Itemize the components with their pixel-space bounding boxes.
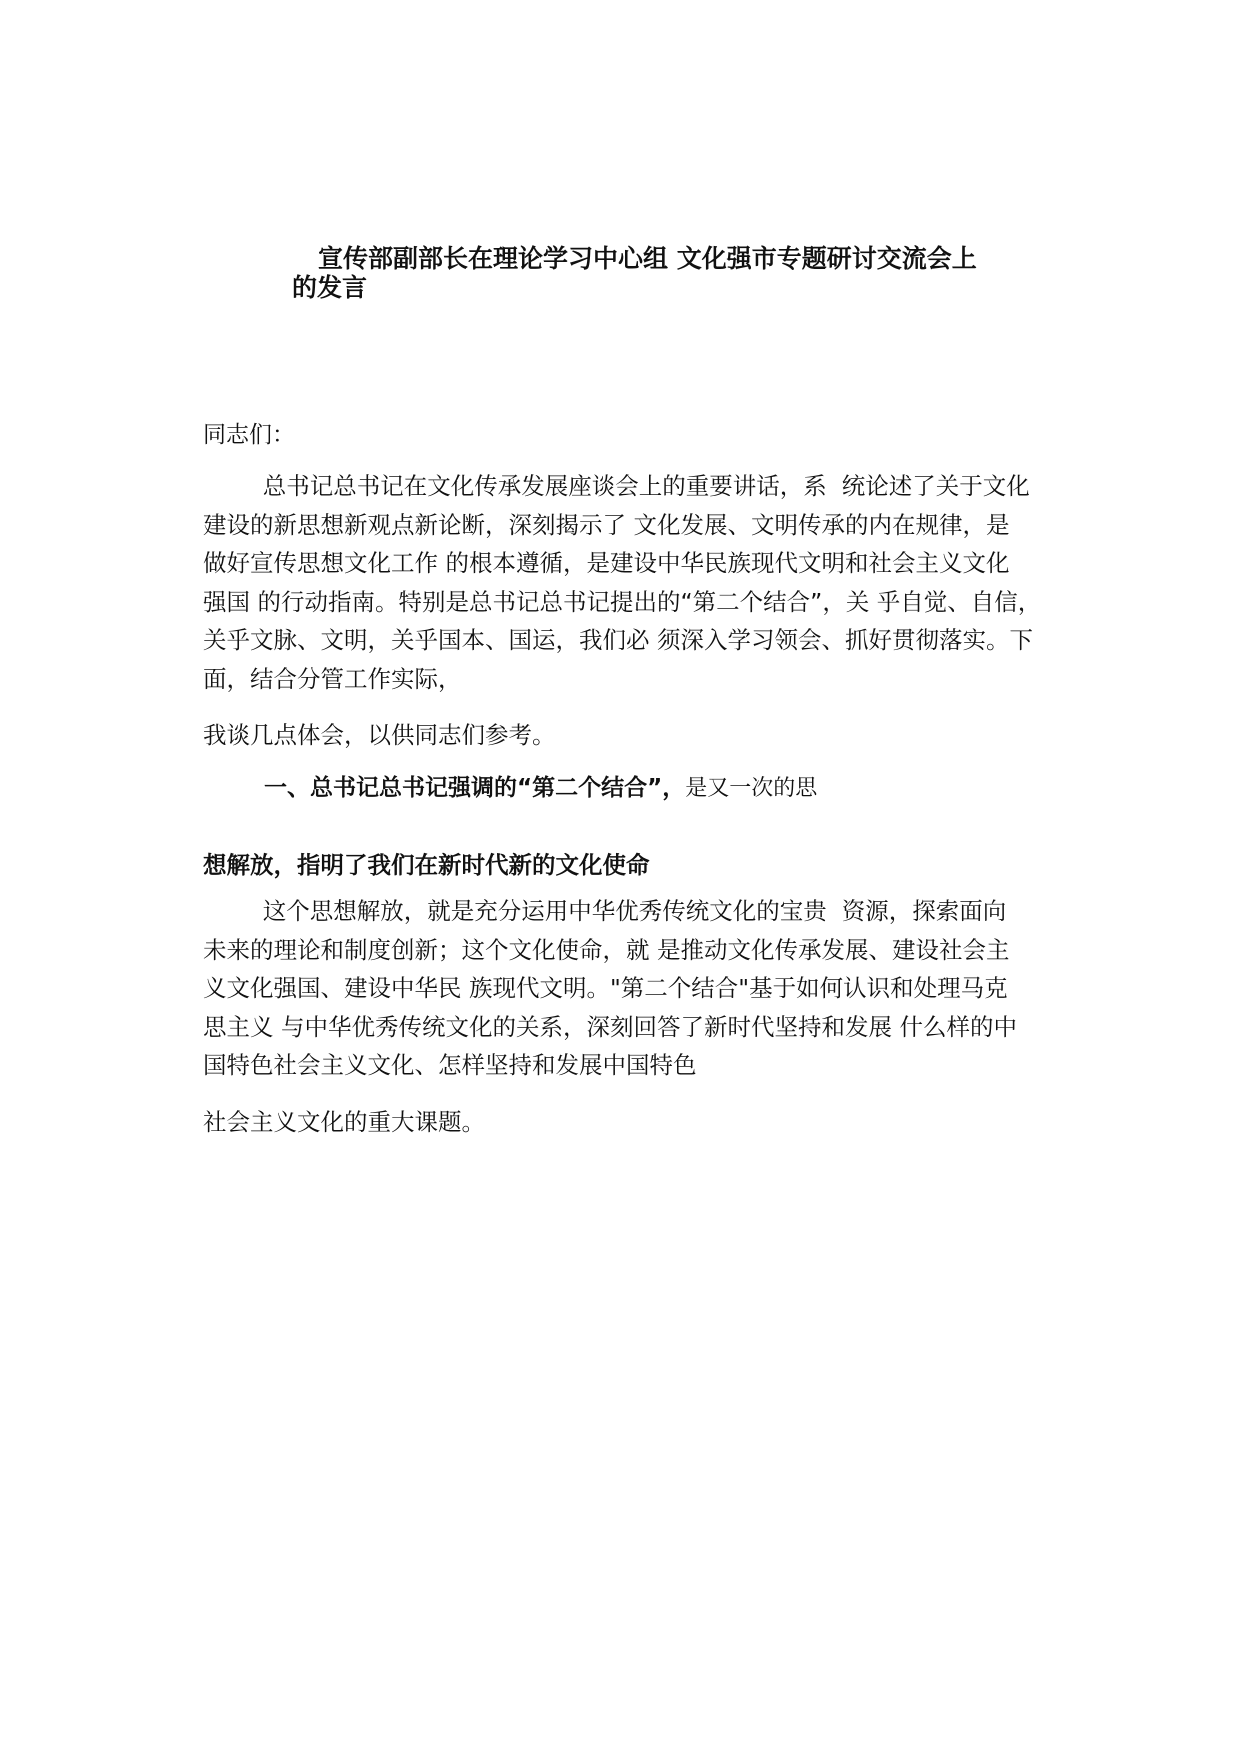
section-heading-2: 想解放，指明了我们在新时代新的文化使命	[203, 851, 650, 879]
paragraph-2-line: 义文化强国、建设中华民 族现代文明。"第二个结合"基于如何认识和处理马克	[203, 974, 1008, 1003]
paragraph-2-line: 思主义 与中华优秀传统文化的关系，深刻回答了新时代坚持和发展 什么样的中	[203, 1012, 1017, 1041]
paragraph-1	[203, 467, 1083, 699]
paragraph-1-line: 建设的新思想新观点新论断，深刻揭示了 文化发展、文明传承的内在规律，是	[203, 510, 1010, 539]
paragraph-1-line: 面，结合分管工作实际，	[203, 664, 462, 693]
title-line-1: 宣传部副部长在理论学习中心组 文化强市专题研讨交流会上	[318, 244, 977, 273]
title-line-2: 的发言	[292, 273, 368, 302]
paragraph-2	[203, 892, 1083, 1085]
paragraph-1-tail: 我谈几点体会，以供同志们参考。	[203, 721, 556, 749]
paragraph-2-tail: 社会主义文化的重大课题。	[203, 1108, 485, 1136]
paragraph-2-line: 未来的理论和制度创新；这个文化使命，就 是推动文化传承发展、建设社会主	[203, 935, 1010, 964]
salutation: 同志们：	[203, 422, 295, 448]
section-heading-1	[264, 773, 817, 804]
paragraph-1-line: 关乎文脉、文明，关乎国本、国运，我们必 须深入学习领会、抓好贯彻落实。下	[203, 626, 1033, 655]
paragraph-1-line: 做好宣传思想文化工作 的根本遵循，是建设中华民族现代文明和社会主义文化	[203, 549, 1010, 578]
paragraph-2-line: 国特色社会主义文化、怎样坚持和发展中国特色	[203, 1051, 697, 1080]
section-heading-1-bold: 一、总书记总书记强调的“第二个结合”，	[264, 775, 686, 801]
paragraph-1-line: 强国 的行动指南。特别是总书记总书记提出的“第二个结合”，关 乎自觉、自信，	[203, 587, 1042, 616]
paragraph-1-line: 总书记总书记在文化传承发展座谈会上的重要讲话，系 统论述了关于文化	[203, 472, 1030, 500]
document-title	[292, 244, 1012, 302]
paragraph-2-line: 这个思想解放，就是充分运用中华优秀传统文化的宝贵 资源，探索面向	[203, 897, 1007, 925]
section-heading-1-normal: 是又一次的思	[685, 776, 818, 801]
